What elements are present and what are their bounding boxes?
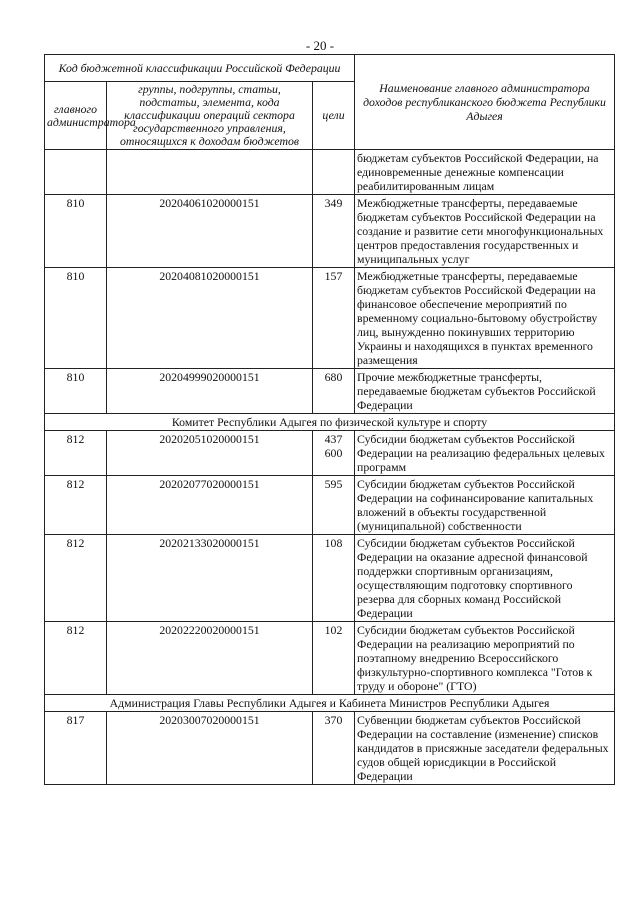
cell-admin-code: 810	[45, 268, 107, 369]
table-row	[45, 476, 615, 535]
table-row	[45, 712, 615, 785]
goal-code: 595	[324, 477, 343, 491]
table-body	[45, 150, 615, 785]
cell-classification-code: 20202077020000151	[107, 476, 313, 535]
goal-code: 437	[324, 432, 343, 446]
header-col-admin: главного администратора	[45, 82, 107, 150]
table-row	[45, 535, 615, 622]
cell-administrator-name: Субсидии бюджетам субъектов Российской Федерации на оказание адресной финансовой поддержки спортивным организациям, осуществляющим подготовку спортивного резерва для сборных команд Российской Федерации	[355, 535, 615, 622]
goal-code: 370	[324, 713, 343, 727]
header-col-name: Наименование главного администратора доходов республиканского бюджета Республики Адыгея	[355, 55, 615, 150]
cell-classification-code: 20202220020000151	[107, 622, 313, 695]
cell-classification-code: 20204061020000151	[107, 195, 313, 268]
goal-code: 108	[324, 536, 343, 550]
cell-admin-code: 812	[45, 431, 107, 476]
cell-goal-codes	[313, 535, 355, 622]
table-row	[45, 369, 615, 414]
page-number: - 20 -	[305, 38, 335, 53]
cell-goal-codes	[313, 369, 355, 414]
goal-code: 157	[324, 269, 343, 283]
header-group-title: Код бюджетной классификации Российской Федерации	[45, 55, 355, 82]
cell-goal-codes	[313, 268, 355, 369]
goal-code: 102	[324, 623, 343, 637]
header-col-goal: цели	[313, 82, 355, 150]
section-title: Администрация Главы Республики Адыгея и Кабинета Министров Республики Адыгея	[45, 695, 615, 712]
header-col-code: группы, подгруппы, статьи, подстатьи, элемента, кода классификации операций сектора государственного управления, относящихся к доходам бюджетов	[107, 82, 313, 150]
cell-administrator-name: Межбюджетные трансферты, передаваемые бюджетам субъектов Российской Федерации на создание и развитие сети многофункциональных центров предоставления государственных и муниципальных услуг	[355, 195, 615, 268]
goal-code: 349	[324, 196, 343, 210]
table-row	[45, 195, 615, 268]
cell-classification-code: 20202051020000151	[107, 431, 313, 476]
cell-goal-codes	[313, 431, 355, 476]
cell-admin-code: 817	[45, 712, 107, 785]
cell-administrator-name: Прочие межбюджетные трансферты, передаваемые бюджетам субъектов Российской Федерации	[355, 369, 615, 414]
cell-classification-code	[107, 150, 313, 195]
cell-goal-codes	[313, 712, 355, 785]
cell-classification-code: 20203007020000151	[107, 712, 313, 785]
cell-goal-codes	[313, 622, 355, 695]
cell-administrator-name: Субсидии бюджетам субъектов Российской Федерации на реализацию федеральных целевых программ	[355, 431, 615, 476]
budget-classification-table	[44, 54, 615, 785]
cell-admin-code: 810	[45, 195, 107, 268]
cell-classification-code: 20202133020000151	[107, 535, 313, 622]
table-row	[45, 268, 615, 369]
goal-code: 680	[324, 370, 343, 384]
cell-classification-code: 20204999020000151	[107, 369, 313, 414]
table-row	[45, 150, 615, 195]
cell-administrator-name: Субвенции бюджетам субъектов Российской Федерации на составление (изменение) списков кандидатов в присяжные заседатели федеральных судов общей юрисдикции в Российской Федерации	[355, 712, 615, 785]
table-row	[45, 622, 615, 695]
section-title: Комитет Республики Адыгея по физической культуре и спорту	[45, 414, 615, 431]
cell-goal-codes	[313, 476, 355, 535]
cell-admin-code: 812	[45, 535, 107, 622]
section-row	[45, 695, 615, 712]
cell-administrator-name: бюджетам субъектов Российской Федерации, на единовременные денежные компенсации реабилитированным лицам	[355, 150, 615, 195]
cell-admin-code	[45, 150, 107, 195]
cell-classification-code: 20204081020000151	[107, 268, 313, 369]
section-row	[45, 414, 615, 431]
cell-administrator-name: Субсидии бюджетам субъектов Российской Федерации на реализацию мероприятий по поэтапному внедрению Всероссийского физкультурно-спортивного комплекса "Готов к труду и обороне" (ГТО)	[355, 622, 615, 695]
cell-admin-code: 812	[45, 476, 107, 535]
cell-admin-code: 810	[45, 369, 107, 414]
cell-admin-code: 812	[45, 622, 107, 695]
cell-administrator-name: Субсидии бюджетам субъектов Российской Федерации на софинансирование капитальных вложений в объекты государственной (муниципальной) собственности	[355, 476, 615, 535]
goal-code: 600	[324, 446, 343, 460]
cell-goal-codes	[313, 150, 355, 195]
cell-goal-codes	[313, 195, 355, 268]
table-row	[45, 431, 615, 476]
cell-administrator-name: Межбюджетные трансферты, передаваемые бюджетам субъектов Российской Федерации на финансовое обеспечение мероприятий по временному социально-бытовому обустройству лиц, вынужденно покинувших территорию Украины и находящихся в пунктах временного размещения	[355, 268, 615, 369]
